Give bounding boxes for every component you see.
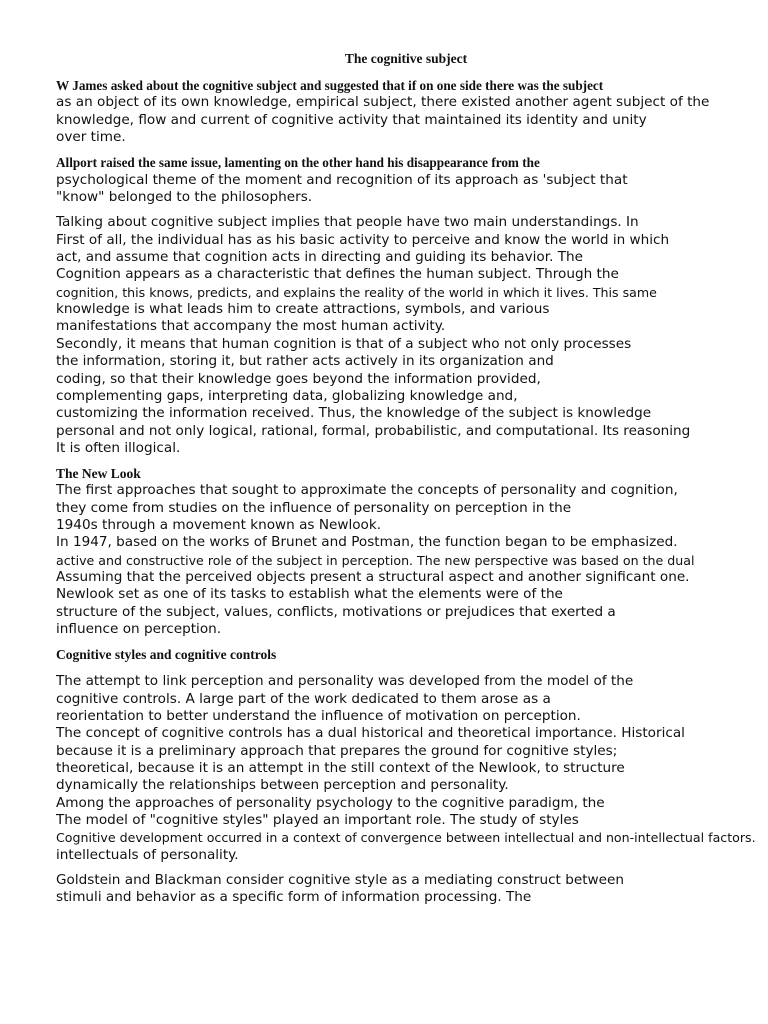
text-line: complementing gaps, interpreting data, globalizing knowledge and,: [56, 387, 518, 404]
text-line: Goldstein and Blackman consider cognitive style as a mediating construct between: [56, 872, 624, 889]
text-line: knowledge, flow and current of cognitive activity that maintained its identity and unity: [56, 111, 647, 128]
text-line: "know" belonged to the philosophers.: [56, 189, 313, 206]
text-line: personal and not only logical, rational, formal, probabilistic, and computational. Its reasoning: [56, 422, 691, 439]
paragraph-allport: [56, 154, 756, 206]
document-page: [56, 50, 756, 915]
text-line: W James asked about the cognitive subject and suggested that if on one side there was the subject: [56, 78, 604, 93]
heading-cognitive-styles: Cognitive styles and cognitive controls: [56, 647, 277, 663]
text-line: dynamically the relationships between perception and personality.: [56, 777, 509, 794]
paragraph-new-look: [56, 482, 756, 638]
text-line: act, and assume that cognition acts in directing and guiding its behavior. The: [56, 249, 584, 266]
text-line: as an object of its own knowledge, empirical subject, there existed another agent subject of the: [56, 94, 710, 111]
text-line: First of all, the individual has as his basic activity to perceive and know the world in which: [56, 231, 670, 248]
text-line: Cognition appears as a characteristic that defines the human subject. Through the: [56, 266, 619, 283]
text-line: active and constructive role of the subject in perception. The new perspective was based on the dual: [56, 552, 695, 568]
text-line: influence on perception.: [56, 620, 222, 637]
text-line: theoretical, because it is an attempt in the still context of the Newlook, to structure: [56, 760, 625, 777]
text-line: The attempt to link perception and personality was developed from the model of the: [56, 673, 634, 690]
text-line: cognitive controls. A large part of the work dedicated to them arose as a: [56, 690, 551, 707]
text-line: knowledge is what leads him to create attractions, symbols, and various: [56, 301, 550, 318]
text-line: coding, so that their knowledge goes beyond the information provided,: [56, 370, 541, 387]
paragraph-goldstein: [56, 872, 756, 907]
paragraph-james: [56, 77, 756, 146]
text-line: In 1947, based on the works of Brunet and Postman, the function began to be emphasized.: [56, 534, 678, 551]
text-line: stimuli and behavior as a specific form of information processing. The: [56, 889, 532, 906]
text-line: The first approaches that sought to approximate the concepts of personality and cognition,: [56, 482, 678, 499]
text-line: the information, storing it, but rather acts actively in its organization and: [56, 353, 554, 370]
document-title: The cognitive subject: [344, 51, 468, 66]
text-line: over time.: [56, 129, 126, 146]
text-line: The model of "cognitive styles" played an important role. The study of styles: [56, 812, 579, 829]
text-line: Secondly, it means that human cognition is that of a subject who not only processes: [56, 335, 632, 352]
text-line: Cognitive development occurred in a context of convergence between intellectual and non-intellectual factors.: [56, 830, 756, 846]
text-line: Newlook set as one of its tasks to establish what the elements were of the: [56, 586, 563, 603]
text-line: It is often illogical.: [56, 439, 181, 456]
text-line: they come from studies on the influence of personality on perception in the: [56, 499, 572, 516]
text-line: psychological theme of the moment and recognition of its approach as 'subject that: [56, 171, 628, 188]
paragraph-understandings: [56, 214, 756, 457]
text-line: The concept of cognitive controls has a dual historical and theoretical importance. Historical: [56, 725, 685, 742]
text-line: cognition, this knows, predicts, and explains the reality of the world in which it lives. This same: [56, 284, 657, 300]
text-line: Talking about cognitive subject implies that people have two main understandings. In: [56, 214, 639, 231]
text-line: Allport raised the same issue, lamenting on the other hand his disappearance from the: [56, 155, 540, 171]
text-line: intellectuals of personality.: [56, 846, 239, 863]
text-line: structure of the subject, values, conflicts, motivations or prejudices that exerted a: [56, 603, 616, 620]
text-line: reorientation to better understand the influence of motivation on perception.: [56, 708, 581, 724]
text-line: manifestations that accompany the most human activity.: [56, 318, 446, 335]
paragraph-cognitive-controls: [56, 673, 756, 864]
text-line: 1940s through a movement known as Newlook.: [56, 516, 382, 533]
text-line: customizing the information received. Thus, the knowledge of the subject is knowledge: [56, 405, 652, 422]
text-line: Assuming that the perceived objects present a structural aspect and another significant one.: [56, 568, 690, 585]
text-line: because it is a preliminary approach that prepares the ground for cognitive styles;: [56, 742, 618, 759]
text-line: Among the approaches of personality psychology to the cognitive paradigm, the: [56, 794, 605, 811]
heading-new-look: The New Look: [56, 466, 141, 482]
